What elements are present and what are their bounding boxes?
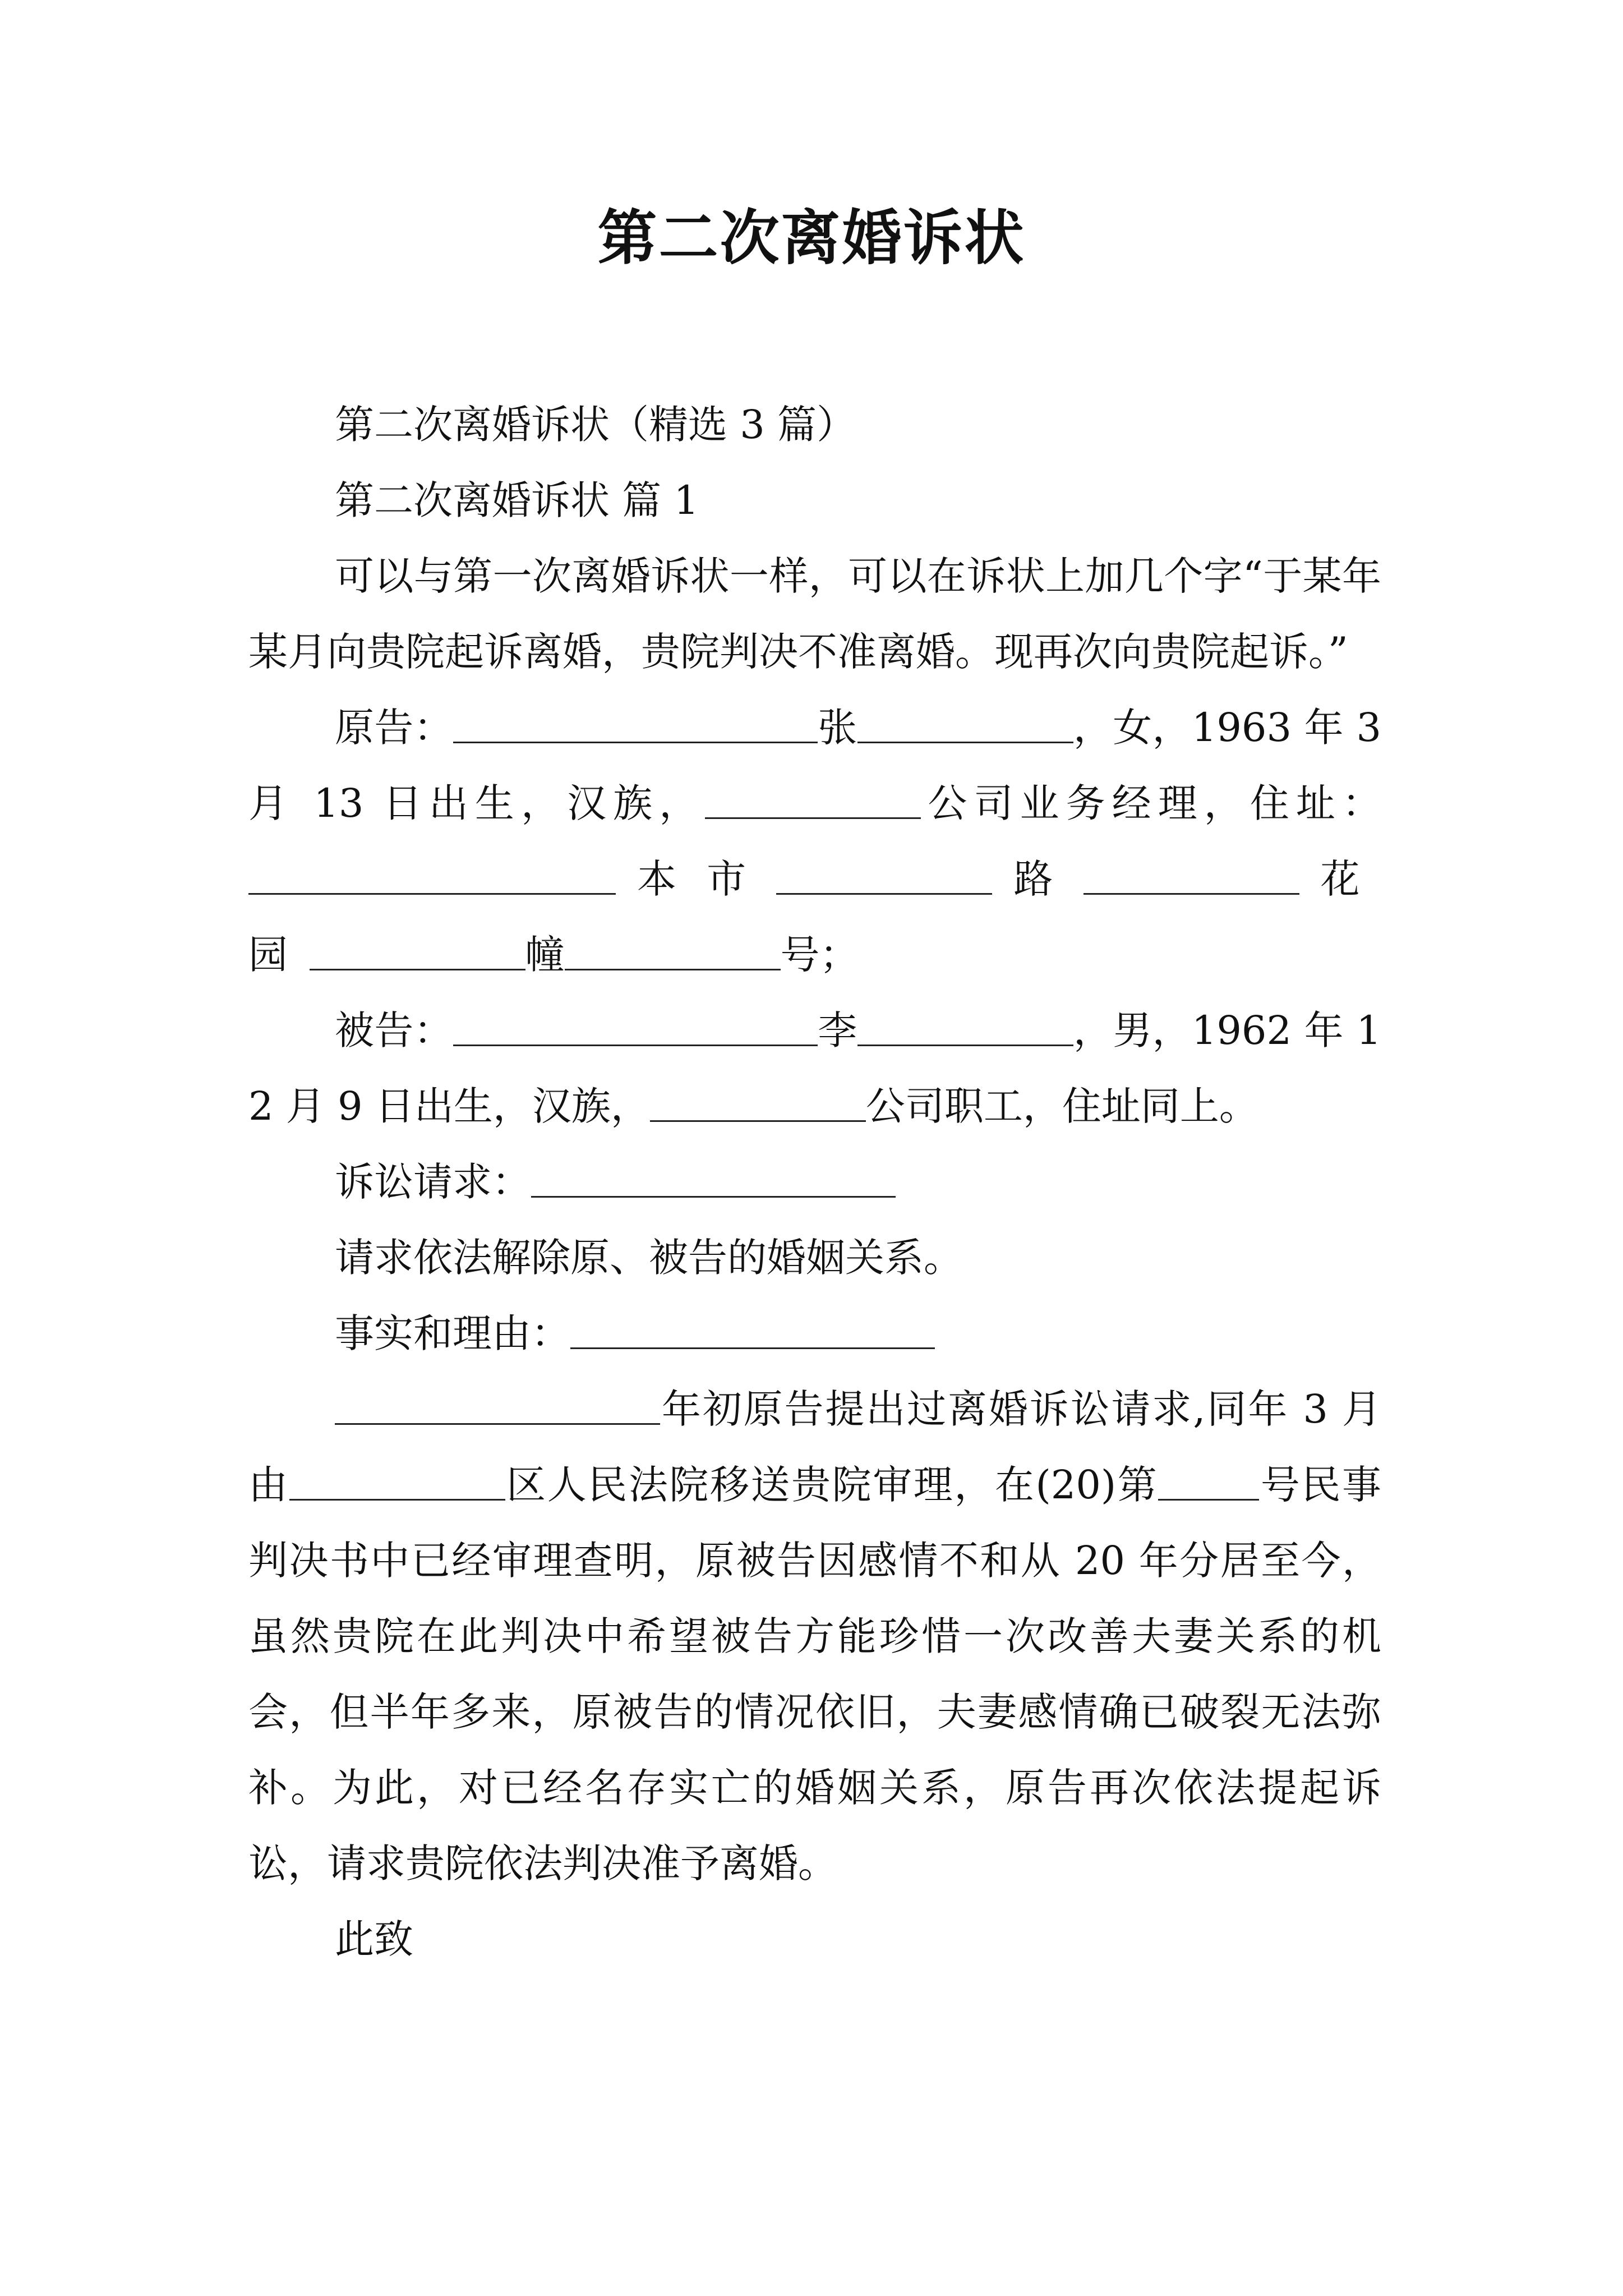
document-body: [248, 387, 1381, 1977]
subtitle: 第二次离婚诉状（精选 3 篇）: [335, 402, 856, 448]
blank-line: [650, 1085, 866, 1122]
blank-line: [248, 858, 616, 895]
blank-line: [1158, 1464, 1259, 1501]
claim-text: 请求依法解除原、被告的婚姻关系。: [335, 1235, 963, 1281]
article-heading: 第二次离婚诉状 篇 1: [335, 477, 699, 523]
facts-label-line: 事实和理由：: [248, 1296, 1381, 1372]
blank-line: [857, 1009, 1073, 1046]
intro-paragraph: 可以与第一次离婚诉状一样，可以在诉状上加几个字“于某年某月向贵院起诉离婚，贵院判决不准离婚。现再次向贵院起诉。”: [248, 553, 1381, 675]
blank-line: [705, 782, 921, 819]
blank-line: [310, 933, 525, 970]
blank-line: [1083, 858, 1299, 895]
blank-line: [289, 1464, 505, 1501]
blank-line: [335, 1388, 660, 1425]
closing-line: 此致: [335, 1916, 413, 1962]
blank-line: [453, 1009, 818, 1046]
plaintiff-paragraph: 原告： 张 ，女，1963 年 3 月 13 日出生，汉族， 公司业务经理，住址： 本市 路 花园 幢 号；: [248, 705, 1382, 978]
claim-label-line: 诉讼请求：: [248, 1144, 1381, 1220]
blank-line: [570, 1312, 935, 1349]
blank-line: [453, 706, 818, 743]
defendant-paragraph: 被告： 李 ，男，1962 年 12 月 9 日出生，汉族， 公司职工，住址同上。: [248, 1007, 1382, 1129]
blank-line: [857, 706, 1073, 743]
blank-line: [531, 1161, 896, 1198]
facts-paragraph: 年初原告提出过离婚诉讼请求,同年 3 月由 区人民法院移送贵院审理，在(20)第 号民事判决书中已经审理查明，原被告因感情不和从 20 年分居至今，虽然贵院在此判决中希望被告方能珍惜一次改善夫妻关系的机会，但半年多来，原被告的情况依旧，夫妻感情确已破裂无法弥补。为此，对已经名存实亡的婚姻关系，原告再次依法提起诉讼，请求贵院依法判决准予离婚。: [248, 1386, 1382, 1887]
document-title: 第二次离婚诉状: [597, 204, 1026, 273]
blank-line: [776, 858, 992, 895]
blank-line: [565, 933, 781, 970]
